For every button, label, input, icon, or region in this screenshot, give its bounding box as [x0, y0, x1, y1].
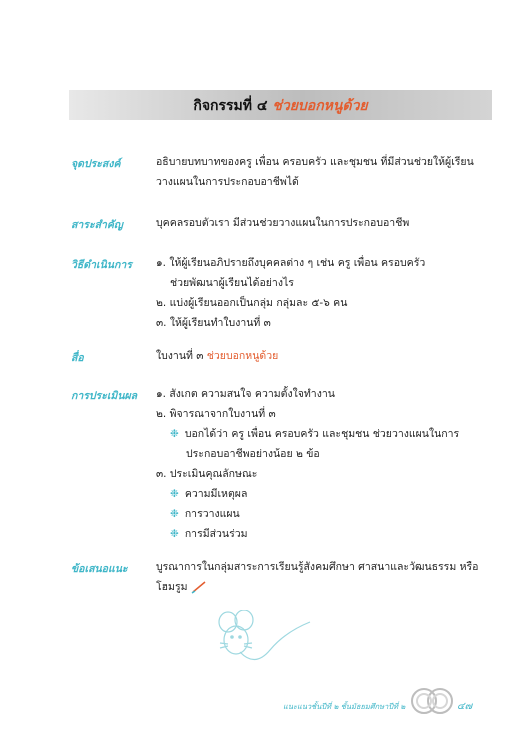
suggestion-line-2 — [156, 577, 490, 597]
media-text — [156, 346, 490, 366]
trait-item — [156, 484, 490, 504]
assessment-content — [156, 384, 490, 544]
trait-label: การวางแผน — [184, 508, 240, 520]
objective-content — [156, 152, 490, 192]
trait-label: ความมีเหตุผล — [184, 488, 248, 500]
trait-item — [156, 524, 490, 544]
activity-title-accent: ช่วยบอกหนูด้วย — [272, 98, 368, 114]
pencil-doodle-icon — [191, 580, 209, 594]
assessment-item-1: ๑. สังเกต ความสนใจ ความตั้งใจทำงาน — [156, 388, 335, 400]
mouse-illustration-icon — [210, 610, 330, 670]
essence-content — [156, 213, 490, 233]
activity-title-prefix: กิจกรรมที่ ๔ — [193, 98, 268, 114]
trait-item — [156, 504, 490, 524]
essence-text: บุคคลรอบตัวเรา มีส่วนช่วยวางแผนในการประกอบอาชีพ — [156, 217, 410, 229]
assessment-item-2-sub — [156, 424, 490, 444]
media-prefix: ใบงานที่ ๓ — [156, 350, 204, 362]
suggestion-content — [156, 557, 490, 597]
assessment-item-3: ๓. ประเมินคุณลักษณะ — [156, 468, 258, 480]
procedure-item-3: ๓. ให้ผู้เรียนทำใบงานที่ ๓ — [156, 317, 271, 329]
media-label: สื่อ — [71, 352, 84, 364]
suggestion-line-2-text: โฮมรูม — [156, 581, 188, 593]
objective-line-1: อธิบายบทบาทของครู เพื่อน ครอบครัว และชุมชน ที่มีส่วนช่วยให้ผู้เรียน — [156, 156, 474, 168]
procedure-item-2: ๒. แบ่งผู้เรียนออกเป็นกลุ่ม กลุ่มละ ๕-๖ คน — [156, 297, 348, 309]
flower-bullet-icon: ❉ — [170, 488, 179, 500]
objective-line-2: วางแผนในการประกอบอาชีพได้ — [156, 176, 299, 188]
procedure-label: วิธีดำเนินการ — [71, 259, 132, 271]
assessment-item-2: ๒. พิจารณาจากใบงานที่ ๓ — [156, 408, 276, 420]
flower-bullet-icon: ❉ — [170, 528, 179, 540]
essence-label: สาระสำคัญ — [71, 219, 123, 231]
procedure-item-1: ๑. ให้ผู้เรียนอภิปรายถึงบุคคลต่าง ๆ เช่น ครู เพื่อน ครอบครัว — [156, 257, 426, 269]
suggestion-line-1: บูรณาการในกลุ่มสาระการเรียนรู้สังคมศึกษา ศาสนาและวัฒนธรรม หรือ — [156, 561, 479, 573]
procedure-content — [156, 253, 490, 333]
footer-decor-icon — [411, 683, 453, 719]
media-content — [156, 346, 490, 366]
activity-title-banner — [69, 90, 492, 120]
objective-label: จุดประสงค์ — [71, 158, 121, 170]
assessment-item-2-sub-cont: ประกอบอาชีพอย่างน้อย ๒ ข้อ — [186, 448, 320, 460]
procedure-item-1-cont: ช่วยพัฒนาผู้เรียนได้อย่างไร — [170, 277, 294, 289]
suggestion-label: ข้อเสนอแนะ — [71, 563, 128, 575]
assessment-item-2-sub-text: บอกได้ว่า ครู เพื่อน ครอบครัว และชุมชน ช่วยวางแผนในการ — [184, 428, 460, 440]
footer-series-text: แนะแนวชั้นปีที่ ๒ ชั้นมัธยมศึกษาปีที่ ๒ — [283, 702, 406, 711]
activity-title — [69, 95, 492, 117]
assessment-label: การประเมินผล — [71, 390, 138, 402]
media-accent: ช่วยบอกหนูด้วย — [206, 350, 279, 362]
flower-bullet-icon: ❉ — [170, 508, 179, 520]
flower-bullet-icon: ❉ — [170, 428, 179, 440]
trait-label: การมีส่วนร่วม — [184, 528, 248, 540]
page-number: ๔๗ — [457, 701, 473, 712]
